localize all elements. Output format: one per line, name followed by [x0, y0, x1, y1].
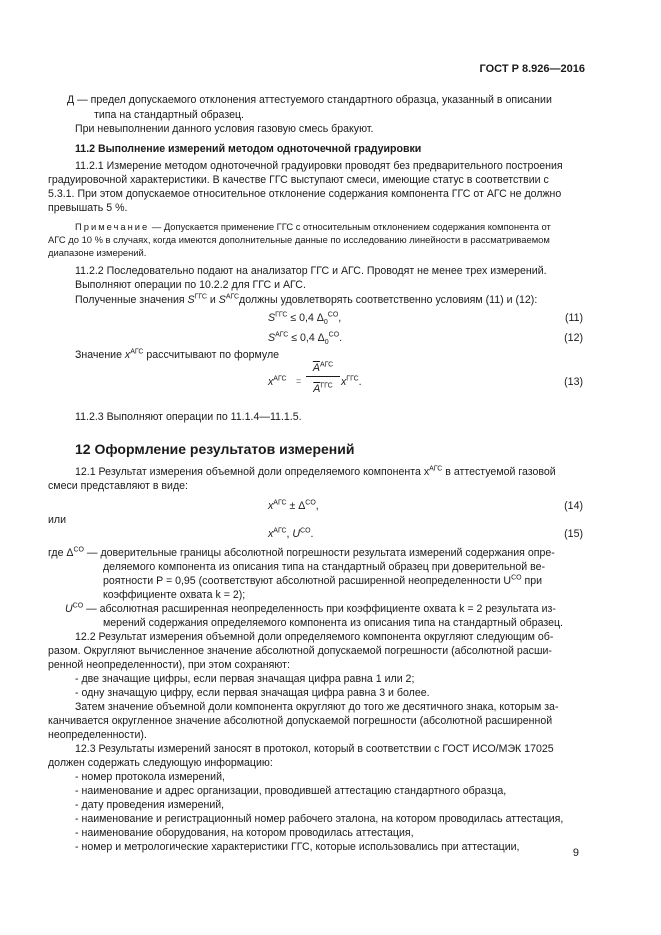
formula-13-rhs	[341, 375, 362, 390]
para-values-conditions	[75, 293, 537, 308]
sub-zero: 0	[323, 319, 328, 327]
para-11-2-1-line1: 11.2.1 Измерение методом одноточечной градуировки проводят без предварительного построения	[75, 160, 563, 172]
note-line1	[75, 221, 551, 234]
para-12-1-line2: смеси представляют в виде:	[48, 480, 188, 492]
where-delta-line3	[103, 574, 542, 589]
formula-end: .	[310, 528, 314, 540]
x-calc-sentence	[75, 348, 279, 363]
where-delta-prefix: где Δ	[48, 547, 74, 559]
sup-ags: АГС	[130, 348, 144, 356]
where-u-line2: мерений содержания определяемого компонента из описания типа на стандартный образец.	[103, 617, 563, 629]
formula-12-rhs: ≤ 0,4 Δ	[291, 332, 325, 344]
symbol-S: S	[187, 294, 195, 306]
formula-11	[268, 311, 341, 326]
heading-11-2: 11.2 Выполнение измерений методом одноточечной градуировки	[75, 143, 422, 155]
symbol-x: x	[268, 528, 274, 540]
note-line2: АГС до 10 % в случаях, когда имеются дополнительные данные по исследованию линейности в рассматриваемом	[48, 234, 550, 245]
sup-ggs: ГГС	[320, 382, 333, 390]
sup-co: CO	[300, 527, 311, 535]
where-delta-text3b: при	[521, 575, 543, 587]
d-definition-line2: типа на стандартный образец.	[94, 109, 244, 121]
values-pre: Полученные значения	[75, 294, 188, 306]
para-11-2-2-line1: 11.2.2 Последовательно подают на анализатор ГГС и АГС. Проводят не менее трех измерений.	[75, 265, 547, 277]
where-delta-text3: роятности P = 0,95 (соответствуют абсолютной расширенной неопределенности U	[103, 575, 512, 587]
para-12-3-line1: 12.3 Результаты измерений заносят в протокол, который в соответствии с ГОСТ ИСО/МЭК 17025	[75, 743, 554, 755]
plus-minus-delta: ± Δ	[289, 500, 306, 512]
sup-co: CO	[328, 331, 340, 339]
formula-13-lhs	[268, 375, 287, 390]
para-12-1-a: 12.1 Результат измерения объемной доли определяемого компонента x	[75, 466, 430, 478]
symbol-x: x	[268, 376, 274, 388]
where-u-text: — абсолютная расширенная неопределенность при коэффициенте охвата k = 2 результата из-	[83, 603, 556, 615]
list-item: - номер протокола измерений,	[75, 771, 225, 783]
fraction-denominator	[306, 383, 340, 397]
symbol-x: x	[124, 349, 131, 361]
list-item: - наименование и регистрационный номер рабочего эталона, на котором проводилась аттестация,	[75, 813, 564, 825]
sup-ags: АГС	[273, 527, 287, 535]
symbol-S: S	[268, 332, 276, 344]
symbol-x: x	[341, 376, 347, 388]
para-round-line3: неопределенности).	[48, 729, 147, 741]
formula-14	[268, 499, 319, 514]
symbol-A-bar: $\overline{A}$	[312, 362, 320, 374]
para-11-2-1-line3: 5.3.1. При этом допускаемое относительное отклонение содержания компонента ГГС от АГС не должно	[48, 188, 562, 200]
equation-number-12: (12)	[564, 332, 583, 344]
para-round-line2: канчивается округленное значение абсолютной допускаемой погрешности (абсолютной расширенной	[48, 715, 553, 727]
sub-zero: 0	[324, 339, 329, 347]
note-text-a: — Допускается применение ГГС с относительным отклонением содержания компонента от	[149, 221, 551, 232]
approx-sign: =	[296, 376, 302, 386]
para-11-2-2-line2: Выполняют операции по 10.2.2 для ГГС и АГС.	[75, 279, 306, 291]
symbol-x: x	[268, 500, 274, 512]
reject-sentence: При невыполнении данного условия газовую смесь бракуют.	[75, 123, 374, 135]
formula-end: ,	[315, 500, 319, 512]
para-12-1-a2: в аттестуемой газовой	[442, 466, 556, 478]
list-item: - одну значащую цифру, если первая значащая цифра равна 3 и более.	[75, 687, 430, 699]
equation-number-15: (15)	[564, 528, 583, 540]
para-round-line1: Затем значение объемной доли компонента округляют до того же десятичного знака, которым за-	[75, 701, 559, 713]
comma: ,	[286, 528, 293, 540]
sup-ags: АГС	[275, 331, 289, 339]
sup-ags: АГС	[273, 375, 287, 383]
list-item: - наименование оборудования, на котором проводилась аттестация,	[75, 827, 414, 839]
para-12-1-line1	[75, 465, 556, 480]
list-item: - две значащие цифры, если первая значащая цифра равна 1 или 2;	[75, 673, 415, 685]
sup-co: CO	[327, 311, 339, 319]
para-12-3-line2: должен содержать следующую информацию:	[48, 757, 273, 769]
equation-number-13: (13)	[564, 376, 583, 388]
symbol-U: U	[65, 603, 73, 615]
list-item: - дату проведения измерений,	[75, 799, 225, 811]
or-word: или	[48, 514, 67, 526]
sup-co: CO	[511, 574, 522, 582]
formula-12	[268, 331, 342, 346]
formula-11-rhs: ≤ 0,4 Δ	[290, 312, 324, 324]
d-definition-line1: Д — предел допускаемого отклонения аттестуемого стандартного образца, указанный в описании	[67, 94, 552, 106]
para-11-2-1-line4: превышать 5 %.	[48, 202, 128, 214]
formula-end: ,	[338, 312, 342, 324]
list-item: - номер и метрологические характеристики ГГС, которые использовались при аттестации,	[75, 841, 520, 853]
note-line3: диапазоне измерений.	[48, 247, 147, 258]
symbol-S: S	[268, 312, 276, 324]
fraction-numerator	[306, 362, 340, 377]
where-delta-line1	[48, 546, 555, 561]
where-delta-text: — доверительные границы абсолютной погрешности результата измерений содержания опре-	[83, 547, 555, 559]
para-11-2-1-line2: градуировочной характеристики. В качестве ГГС выступают смеси, имеющие статус в соответствии с	[48, 174, 549, 186]
document-header: ГОСТ Р 8.926—2016	[479, 63, 585, 75]
formula-15	[268, 527, 314, 542]
sup-ags: АГС	[225, 293, 240, 301]
sup-co: CO	[73, 546, 84, 554]
page-number: 9	[572, 847, 579, 859]
values-post: должны удовлетворять соответственно условиям (11) и (12):	[239, 294, 538, 306]
para-11-2-3: 11.2.3 Выполняют операции по 11.1.4—11.1.5.	[75, 411, 302, 423]
where-u-line1	[65, 602, 556, 617]
sup-co: CO	[305, 499, 316, 507]
equation-number-14: (14)	[564, 500, 583, 512]
symbol-A-bar: $\overline{A}$	[313, 383, 321, 395]
formula-end: .	[358, 376, 362, 388]
para-12-2-line1: 12.2 Результат измерения объемной доли определяемого компонента округляют следующим об-	[75, 631, 554, 643]
values-mid: и	[206, 294, 219, 306]
para-12-2-line3: ренной неопределенности), при этом сохраняют:	[48, 659, 290, 671]
equation-number-11: (11)	[564, 312, 583, 324]
symbol-S: S	[218, 294, 226, 306]
sup-ags: АГС	[429, 465, 443, 473]
para-12-2-line2: разом. Округляют вычисленное значение абсолютной допускаемой погрешности (абсолютной расши-	[48, 645, 552, 657]
sup-ggs: ГГС	[194, 293, 207, 301]
sup-ggs: ГГС	[275, 311, 288, 319]
note-label: Примечание	[75, 221, 150, 232]
where-delta-line2: деляемого компонента из описания типа на стандартный образец при доверительной ве-	[103, 561, 546, 573]
sup-ggs: ГГС	[346, 375, 359, 383]
x-calc-pre: Значение	[75, 349, 125, 361]
symbol-U: U	[292, 528, 301, 540]
sup-ags: АГС	[319, 361, 334, 369]
x-calc-post: рассчитывают по формуле	[143, 349, 280, 361]
sup-ags: АГС	[273, 499, 287, 507]
where-delta-line4: коэффициенте охвата k = 2);	[103, 589, 246, 601]
heading-12: 12 Оформление результатов измерений	[75, 441, 355, 457]
formula-end: .	[339, 332, 343, 344]
list-item: - наименование и адрес организации, проводившей аттестацию стандартного образца,	[75, 785, 507, 797]
sup-co: CO	[72, 602, 84, 610]
